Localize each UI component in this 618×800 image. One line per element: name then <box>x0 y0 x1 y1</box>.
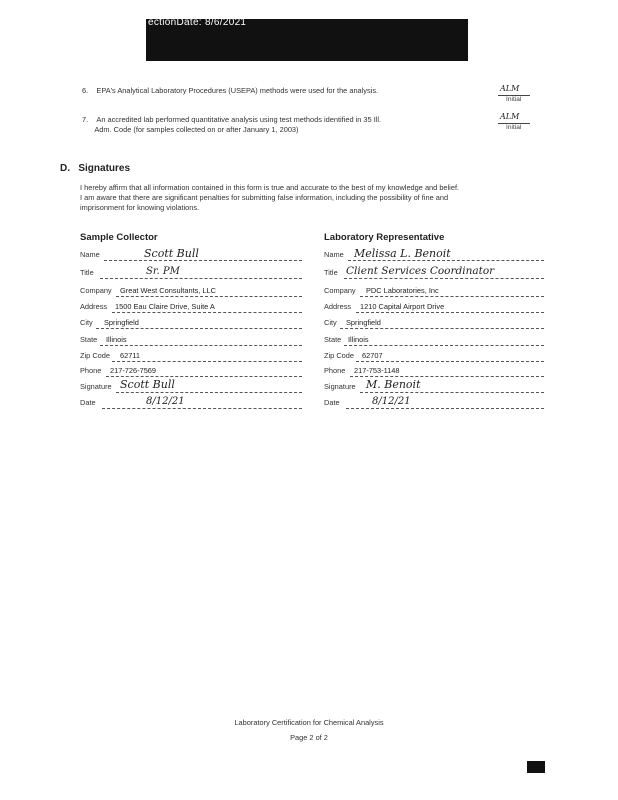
lab-date-value: 8/12/21 <box>372 396 411 407</box>
collector-city-row <box>80 315 302 329</box>
collector-title-value: Sr. PM <box>146 266 180 277</box>
collector-title-label: Title <box>80 268 94 277</box>
collector-phone-row <box>80 363 302 377</box>
lab-address-row <box>324 299 544 313</box>
collector-signature-value: Scott Bull <box>120 378 175 391</box>
collector-date-value: 8/12/21 <box>146 396 185 407</box>
footer-page-number: Page 2 of 2 <box>290 733 328 742</box>
lab-city-value: Springfield <box>346 318 381 327</box>
lab-city-label: City <box>324 318 337 327</box>
collector-phone-value: 217-726-7569 <box>110 366 157 375</box>
collector-date-label: Date <box>80 398 96 407</box>
item-6-number: 6. <box>82 86 89 95</box>
lab-address-label: Address <box>324 302 352 311</box>
item-6-text: EPA's Analytical Laboratory Procedures (USEPA) methods were used for the analysis. <box>96 86 379 95</box>
section-heading <box>60 163 130 174</box>
lab-signature-row <box>324 379 544 393</box>
collector-state-row <box>80 332 302 346</box>
collector-address-row <box>80 299 302 313</box>
item-7-number: 7. <box>82 115 89 124</box>
section-letter: D. <box>60 163 70 174</box>
collector-state-label: State <box>80 335 98 344</box>
lab-title-row <box>324 265 544 279</box>
item-7-text-line2: Adm. Code (for samples collected on or after January 1, 2003) <box>94 125 299 134</box>
lab-state-label: State <box>324 335 342 344</box>
redacted-header-text: ectionDate: 8/6/2021 <box>148 17 247 28</box>
item-7-initials-label: Initial <box>506 124 522 131</box>
laboratory-rep-title: Laboratory Representative <box>324 232 445 243</box>
lab-phone-label: Phone <box>324 366 346 375</box>
collector-name-value: Scott Bull <box>144 247 199 260</box>
lab-date-label: Date <box>324 398 340 407</box>
item-6-initials-label: Initial <box>506 96 522 103</box>
collector-title-row <box>80 265 302 279</box>
item-7 <box>82 115 381 135</box>
collector-city-value: Springfield <box>104 318 139 327</box>
lab-signature-value: M. Benoit <box>366 378 421 391</box>
collector-address-value: 1500 Eau Claire Drive, Suite A <box>115 302 215 311</box>
collector-date-row <box>80 395 302 409</box>
collector-zip-value: 62711 <box>120 351 141 360</box>
item-6 <box>82 86 378 96</box>
collector-company-row <box>80 283 302 297</box>
lab-company-row <box>324 283 544 297</box>
collector-zip-label: Zip Code <box>80 351 110 360</box>
lab-phone-value: 217-753-1148 <box>354 366 400 375</box>
lab-name-value: Melissa L. Benoit <box>354 247 451 260</box>
affirmation-paragraph <box>80 183 520 213</box>
lab-phone-row <box>324 363 544 377</box>
lab-company-label: Company <box>324 286 356 295</box>
lab-state-row <box>324 332 544 346</box>
affirmation-line-3: imprisonment for knowing violations. <box>80 203 200 212</box>
section-title: Signatures <box>78 163 131 174</box>
page-corner-mark <box>527 761 545 773</box>
collector-name-label: Name <box>80 250 100 259</box>
lab-name-label: Name <box>324 250 344 259</box>
affirmation-line-2: I am aware that there are significant penalties for submitting false information, including the possibility of fine and <box>80 193 449 202</box>
collector-zip-row <box>80 348 302 362</box>
collector-state-value: Illinois <box>106 335 127 344</box>
item-6-initials: ALM <box>500 84 520 93</box>
lab-date-row <box>324 395 544 409</box>
collector-city-label: City <box>80 318 93 327</box>
lab-address-value: 1210 Capital Airport Drive <box>360 302 445 311</box>
item-7-initials: ALM <box>500 112 520 121</box>
lab-zip-row <box>324 348 544 362</box>
collector-name-row <box>80 247 302 261</box>
lab-city-row <box>324 315 544 329</box>
affirmation-line-1: I hereby affirm that all information contained in this form is true and accurate to the best of my knowledge and belief. <box>80 183 460 192</box>
collector-company-value: Great West Consultants, LLC <box>120 286 216 295</box>
collector-company-label: Company <box>80 286 112 295</box>
item-7-text-line1: An accredited lab performed quantitative analysis using test methods identified in 35 Ill. <box>96 115 382 124</box>
collector-signature-row <box>80 379 302 393</box>
collector-phone-label: Phone <box>80 366 102 375</box>
lab-name-row <box>324 247 544 261</box>
collector-signature-label: Signature <box>80 382 112 391</box>
footer-title: Laboratory Certification for Chemical Analysis <box>234 718 384 727</box>
lab-company-value: PDC Laboratories, Inc <box>366 286 439 295</box>
lab-signature-label: Signature <box>324 382 356 391</box>
sample-collector-title: Sample Collector <box>80 232 158 243</box>
lab-zip-label: Zip Code <box>324 351 354 360</box>
lab-title-value: Client Services Coordinator <box>346 265 495 277</box>
lab-state-value: Illinois <box>348 335 369 344</box>
lab-zip-value: 62707 <box>362 351 383 360</box>
collector-address-label: Address <box>80 302 108 311</box>
lab-title-label: Title <box>324 268 338 277</box>
